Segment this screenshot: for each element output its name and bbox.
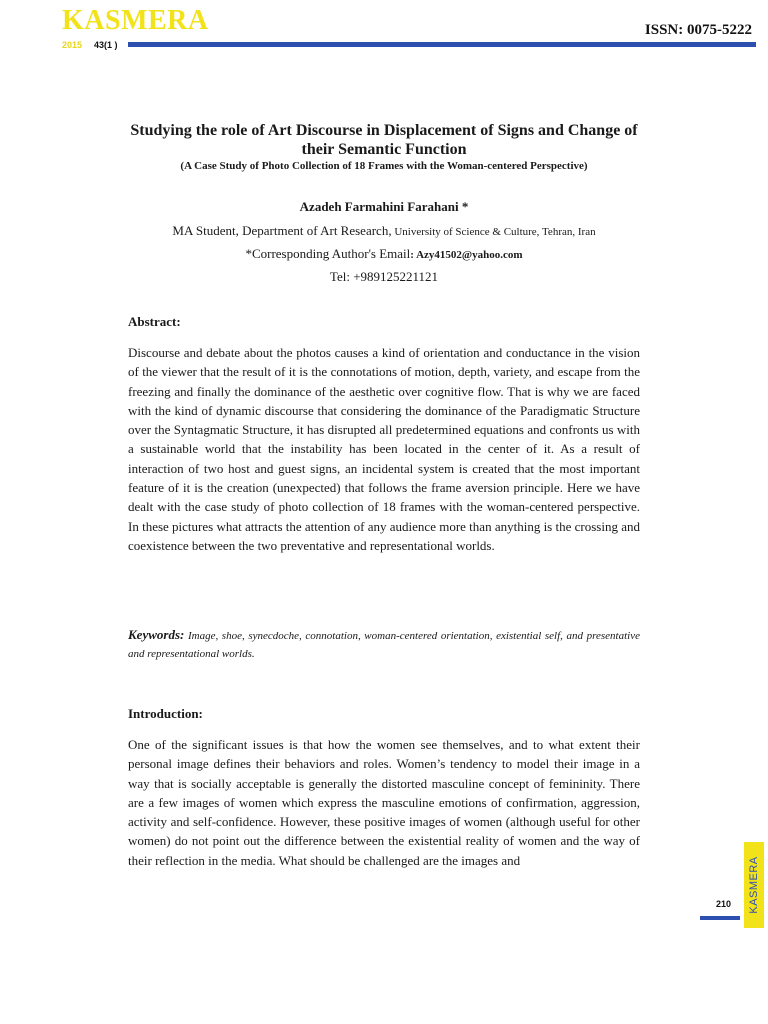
issue-year: 2015 bbox=[62, 40, 83, 50]
issn-label: ISSN: 0075-5222 bbox=[644, 22, 752, 38]
email-label: *Corresponding Author's Email bbox=[245, 246, 411, 261]
header-divider bbox=[128, 42, 756, 47]
footer-divider bbox=[700, 916, 740, 920]
keywords-text: Image, shoe, synecdoche, connotation, woman-centered orientation, existential self, and presentative and representational worlds. bbox=[128, 630, 640, 660]
journal-logo: KASMERA bbox=[62, 5, 209, 36]
paper-title: Studying the role of Art Discourse in Displacement of Signs and Change of their Semantic Function bbox=[130, 122, 638, 158]
issue-volume: 43(1 ) bbox=[94, 40, 118, 50]
page-number: 210 bbox=[716, 899, 732, 909]
author-affiliation bbox=[128, 223, 640, 239]
abstract-heading: Abstract: bbox=[128, 314, 181, 329]
keywords-label: Keywords: bbox=[128, 627, 185, 642]
author-email bbox=[128, 246, 640, 262]
author-phone: Tel: +989125221121 bbox=[329, 269, 439, 284]
author-name: Azadeh Farmahini Farahani * bbox=[299, 199, 469, 214]
abstract-body: Discourse and debate about the photos causes a kind of orientation and conductance in the vision of the viewer that the result of it is the connotations of motion, depth, variety, and escape from the freezing and finally the dominance of the aesthetic over cognitive flow. That is why we are faced with the kind of dynamic discourse that considering the dominance of the Paradigmatic Structure over the Syntagmatic Structure, it has disrupted all predetermined equations and confronts us with a sustainable world that the instability has been located in the center of it. As a result of interaction of two host and guest signs, an incidental system is created that the most important feature of it is the creation (unexpected) that follows the frame aversion principle. Here we have dealt with the case study of photo collection of 18 frames with the woman-centered perspective. In these pictures what attracts the attention of any audience more than anything is the crossing and coexistence between the two preventative and representational worlds. bbox=[128, 345, 640, 553]
introduction-body: One of the significant issues is that how the women see themselves, and to what extent their personal image defines their behaviors and roles. Women’s tendency to model their image in a way that is socially acceptable is generally the distorted masculine concept of femininity. There are a few images of women which express the masculine emotions of confirmation, aggression, activity and self-confidence. However, these positive images of women (although useful for other women) do not point out the difference between the existential reality of women and the way of their reflection in the media. What should be challenged are the images and bbox=[128, 737, 640, 868]
keywords bbox=[128, 626, 640, 663]
email-address[interactable]: : Azy41502@yahoo.com bbox=[410, 249, 523, 261]
paper-subtitle: (A Case Study of Photo Collection of 18 Frames with the Woman-centered Perspective) bbox=[180, 160, 588, 172]
affiliation-institution: University of Science & Culture, Tehran, Iran bbox=[391, 226, 596, 238]
affiliation-department: MA Student, Department of Art Research, bbox=[172, 223, 392, 238]
introduction-heading: Introduction: bbox=[128, 706, 203, 721]
side-brand-label: KASMERA bbox=[748, 856, 760, 914]
side-brand-tab bbox=[744, 842, 764, 928]
